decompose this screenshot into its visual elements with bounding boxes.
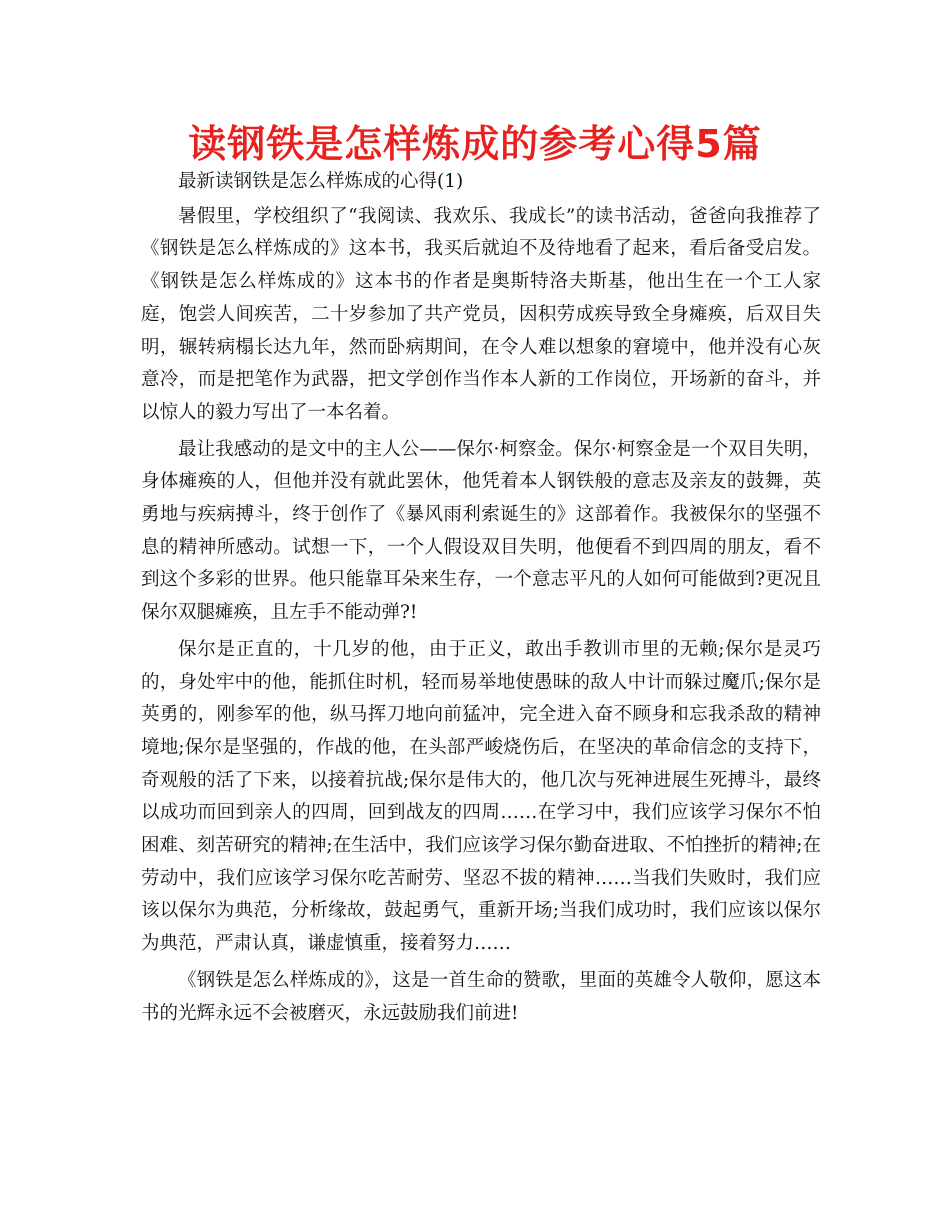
paragraph-1: 暑假里，学校组织了“我阅读、我欢乐、我成长”的读书活动，爸爸向我推荐了《钢铁是怎么样炼成的》这本书，我买后就迫不及待地看了起来，看后备受启发。《钢铁是怎么样炼成的》这本书的作者是奥斯特洛夫斯基，他出生在一个工人家庭，饱尝人间疾苦，二十岁参加了共产党员，因积劳成疾导致全身瘫痪，后双目失明，辗转病榻长达九年，然而卧病期间，在令人难以想象的窘境中，他并没有心灰意冷，而是把笔作为武器，把文学创作当作本人新的工作岗位，开场新的奋斗，并以惊人的毅力写出了一本名着。: [141, 205, 821, 423]
document-body: [141, 166, 821, 1034]
document-title: 读钢铁是怎样炼成的参考心得5篇: [188, 122, 762, 166]
paragraph-4: 《钢铁是怎么样炼成的》，这是一首生命的赞歌，里面的英雄令人敬仰，愿这本书的光辉永远不会被磨灭，永远鼓励我们前进!: [141, 969, 821, 1024]
paragraph-2: 最让我感动的是文中的主人公——保尔·柯察金。保尔·柯察金是一个双目失明，身体瘫痪的人，但他并没有就此罢休，他凭着本人钢铁般的意志及亲友的鼓舞，英勇地与疾病搏斗，终于创作了《暴风雨利索诞生的》这部着作。我被保尔的坚强不息的精神所感动。试想一下，一个人假设双目失明，他便看不到四周的朋友，看不到这个多彩的世界。他只能靠耳朵来生存，一个意志平凡的人如何可能做到?更况且保尔双腿瘫痪，且左手不能动弹?!: [141, 438, 821, 624]
paragraph-3: 保尔是正直的，十几岁的他，由于正义，敢出手教训市里的无赖;保尔是灵巧的，身处牢中的他，能抓住时机，轻而易举地使愚昧的敌人中计而躲过魔爪;保尔是英勇的，刚参军的他，纵马挥刀地向前猛冲，完全进入奋不顾身和忘我杀敌的精神境地;保尔是坚强的，作战的他，在头部严峻烧伤后，在坚决的革命信念的支持下，奇观般的活了下来，以接着抗战;保尔是伟大的，他几次与死神进展生死搏斗，最终以成功而回到亲人的四周，回到战友的四周……在学习中，我们应该学习保尔不怕困难、刻苦研究的精神;在生活中，我们应该学习保尔勤奋进取、不怕挫折的精神;在劳动中，我们应该学习保尔吃苦耐劳、坚忍不拔的精神……当我们失败时，我们应该以保尔为典范，分析缘故，鼓起勇气，重新开场;当我们成功时，我们应该以保尔为典范，严肃认真，谦虚慎重，接着努力……: [141, 638, 821, 955]
document-subtitle: 最新读钢铁是怎么样炼成的心得(1): [178, 171, 464, 192]
